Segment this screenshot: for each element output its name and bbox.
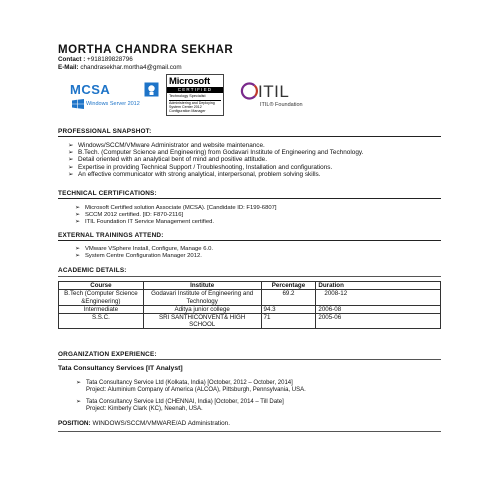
list-item-text: Microsoft Certified solution Associate (MCSA). [Candidate ID: F199-6807]: [85, 205, 277, 211]
mcsa-title: MCSA: [70, 82, 111, 97]
list-item: [75, 253, 213, 260]
section-heading-trainings: EXTERNAL TRAININGS ATTEND:: [58, 232, 164, 239]
table-cell: Intermediate: [59, 305, 144, 313]
list-item: [68, 156, 438, 163]
cert-description: Administering and Deploying System Center 2012 Configuration Manager: [169, 101, 215, 114]
bullet-arrow-icon: ➢: [75, 252, 80, 259]
microsoft-wordmark: Microsoft: [169, 76, 210, 87]
bullet-arrow-icon: ➢: [75, 211, 80, 218]
itil-title: ITIL: [258, 82, 290, 101]
snapshot-list: [68, 142, 438, 178]
position-label: POSITION:: [58, 420, 91, 427]
list-item: [75, 205, 277, 212]
windows-logo-icon: [72, 99, 84, 109]
list-item: [68, 171, 438, 178]
project-name: Project: Aluminium Company of America (ALCOA), Pittsburgh, Pennsylvania, USA.: [86, 386, 306, 393]
section-heading-certifications: TECHNICAL CERTIFICATIONS:: [58, 190, 157, 197]
divider: [58, 136, 441, 137]
divider: [58, 198, 441, 199]
table-cell: 2008-12: [316, 290, 441, 305]
column-header-duration: Duration: [316, 282, 441, 290]
list-item-text: An effective communicator with strong analytical, interpersonal, problem solving skills.: [78, 170, 321, 178]
list-item: [68, 149, 438, 156]
itil-logo: [240, 82, 320, 114]
itil-ring-icon: [240, 82, 258, 100]
table-cell: 94.3: [261, 305, 316, 313]
bullet-arrow-icon: ➢: [76, 399, 82, 405]
table-row: [59, 305, 441, 313]
mcsa-badge-icon: [144, 82, 159, 97]
specialist-text: Technology Specialist: [169, 94, 206, 98]
project-line: Tata Consultancy Service Ltd (CHENNAI, India) [October, 2014 – Till Date]: [86, 399, 284, 405]
table-row: [59, 314, 441, 329]
table-cell: B.Tech (Computer Science &Engineering): [59, 290, 144, 305]
list-item-text: ITIL Foundation IT Service Management certified.: [85, 218, 215, 225]
table-cell: 2006-08: [316, 305, 441, 313]
bullet-arrow-icon: ➢: [68, 142, 74, 149]
contact-label: Contact :: [58, 56, 86, 63]
project-name: Project: Kimberly Clark (KC), Neenah, USA.: [86, 405, 203, 412]
candidate-name: MORTHA CHANDRA SEKHAR: [58, 44, 234, 56]
email-line: [58, 64, 182, 72]
itil-subtitle: ITIL® Foundation: [260, 102, 303, 108]
list-item: [68, 142, 438, 149]
list-item: [75, 219, 277, 226]
bullet-arrow-icon: ➢: [75, 218, 80, 225]
table-cell: 71: [261, 314, 316, 329]
contact-block: [58, 56, 182, 71]
divider: [58, 431, 441, 432]
email-address[interactable]: chandrasekhar.mortha4@gmail.com: [80, 63, 182, 71]
divider: [58, 359, 441, 360]
list-item-text: SCCM 2012 certified. [ID: F870-2116]: [85, 211, 184, 218]
phone-number: +918189828796: [87, 56, 133, 63]
list-item: [75, 212, 277, 219]
table-row: [59, 290, 441, 305]
project-entry: [76, 399, 284, 413]
list-item-text: Expertise in providing Technical Support / Troubleshooting, Installation and configurations.: [78, 163, 333, 171]
table-cell: 69.2: [261, 290, 316, 305]
column-header-institute: Institute: [143, 282, 261, 290]
list-item-text: Detail oriented with an analytical bent of mind and positive attitude.: [78, 156, 267, 164]
column-header-percentage: Percentage: [261, 282, 316, 290]
microsoft-certified-logo: [166, 74, 224, 116]
bullet-arrow-icon: ➢: [75, 246, 80, 252]
phone-line: [58, 56, 182, 64]
bullet-arrow-icon: ➢: [76, 380, 82, 386]
project-line: Tata Consultancy Service Ltd (Kolkata, India) [October, 2012 – October, 2014]: [86, 380, 293, 386]
bullet-arrow-icon: ➢: [68, 163, 74, 171]
table-header-row: [59, 282, 441, 290]
academic-table: [58, 281, 441, 329]
list-item-text: VMware VSphere Install, Configure, Manage 6.0.: [85, 246, 214, 252]
table-cell: 2005-06: [316, 314, 441, 329]
divider: [58, 276, 441, 277]
bullet-arrow-icon: ➢: [68, 149, 74, 157]
table-cell: SRI SANTHICONVENT& HIGH SCHOOL: [143, 314, 261, 329]
position-value: WINDOWS/SCCM/VMWARE/AD Administration.: [92, 420, 230, 427]
bullet-arrow-icon: ➢: [68, 156, 74, 164]
section-heading-snapshot: PROFESSIONAL SNAPSHOT:: [58, 128, 152, 135]
table-cell: Aditya junior college: [143, 305, 261, 313]
company-title: Tata Consultancy Services [IT Analyst]: [58, 365, 183, 372]
section-heading-academic: ACADEMIC DETAILS:: [58, 267, 127, 274]
certifications-list: [75, 205, 277, 226]
bullet-arrow-icon: ➢: [75, 205, 80, 211]
email-label: E-Mail:: [58, 63, 79, 71]
mcsa-subtitle: Windows Server 2012: [86, 101, 140, 107]
column-header-course: Course: [59, 282, 144, 290]
list-item-text: B.Tech. (Computer Science and Engineering) from Godavari Institute of Engineering and Technology.: [78, 149, 364, 157]
section-heading-experience: ORGANIZATION EXPERIENCE:: [58, 351, 157, 358]
list-item-text: System Centre Configuration Manager 2012.: [85, 252, 202, 259]
project-entry: [76, 380, 306, 394]
bullet-arrow-icon: ➢: [68, 170, 74, 178]
trainings-list: [75, 246, 213, 260]
mcsa-logo: [70, 82, 160, 112]
list-item-text: Windows/SCCM/VMware Administrator and website maintenance.: [78, 142, 265, 149]
list-item: [75, 246, 213, 253]
table-cell: Godavari Institute of Engineering and Technology: [143, 290, 261, 305]
table-cell: S.S.C.: [59, 314, 144, 329]
position-line: [58, 420, 230, 427]
divider: [58, 240, 441, 241]
list-item: [68, 164, 438, 171]
certified-bar: CERTIFIED: [167, 87, 223, 93]
